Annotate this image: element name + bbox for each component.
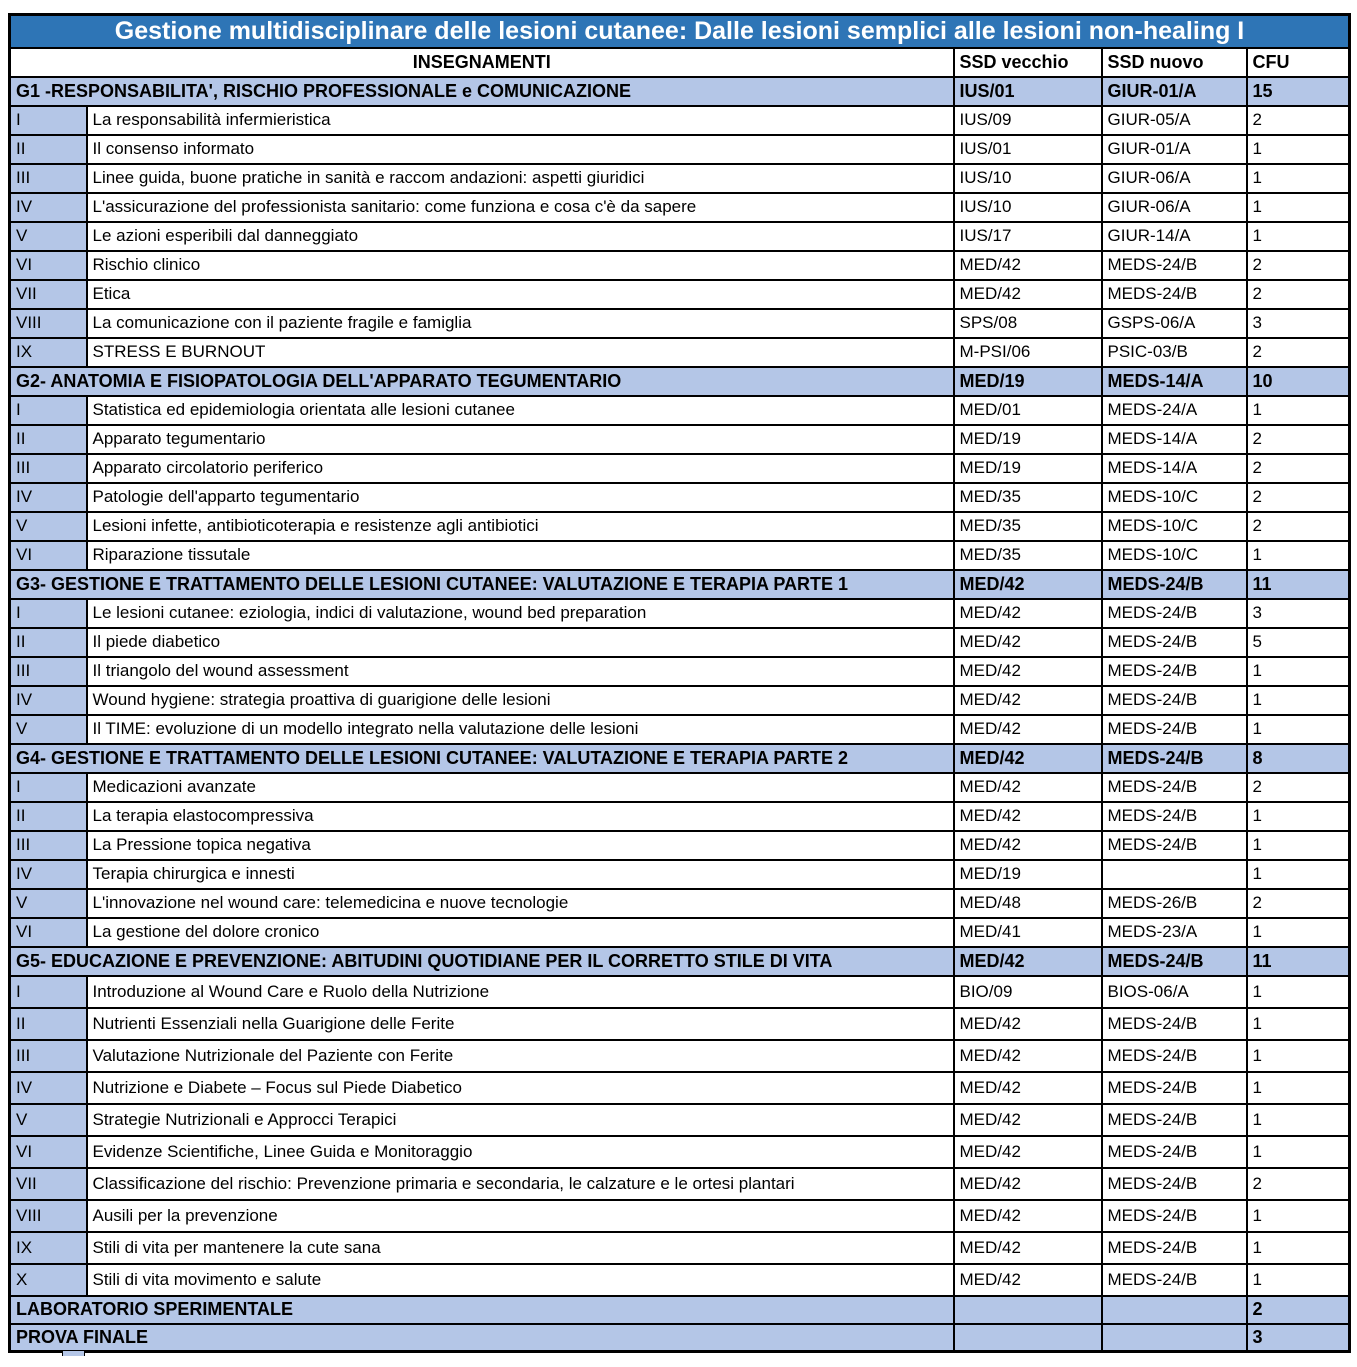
course-cfu-cell: 1: [1247, 1104, 1350, 1136]
section-ssd-vecchio-cell: IUS/01: [954, 77, 1102, 106]
course-name-cell: La responsabilità infermieristica: [87, 106, 954, 135]
course-number-cell: I: [10, 599, 87, 628]
course-row: [10, 338, 1350, 367]
course-ssd-nuovo-cell: PSIC-03/B: [1102, 338, 1247, 367]
course-number-cell: II: [10, 135, 87, 164]
course-cfu-cell: 1: [1247, 164, 1350, 193]
course-ssd-vecchio-cell: MED/42: [954, 1200, 1102, 1232]
course-ssd-nuovo-cell: GIUR-05/A: [1102, 106, 1247, 135]
summary-cfu-cell: 2: [1247, 1296, 1350, 1324]
course-table-grid: [8, 13, 1351, 1353]
summary-row: [10, 1324, 1350, 1352]
course-number-cell: II: [10, 425, 87, 454]
course-row: [10, 1168, 1350, 1200]
course-name-cell: La terapia elastocompressiva: [87, 802, 954, 831]
course-name-cell: Medicazioni avanzate: [87, 773, 954, 802]
course-name-cell: Stili di vita movimento e salute: [87, 1264, 954, 1296]
course-ssd-vecchio-cell: MED/42: [954, 628, 1102, 657]
title-row: [10, 15, 1350, 48]
course-row: [10, 164, 1350, 193]
course-cfu-cell: 2: [1247, 425, 1350, 454]
course-ssd-vecchio-cell: MED/42: [954, 1008, 1102, 1040]
course-name-cell: Le azioni esperibili dal danneggiato: [87, 222, 954, 251]
course-number-cell: VIII: [10, 1200, 87, 1232]
course-name-cell: Nutrienti Essenziali nella Guarigione delle Ferite: [87, 1008, 954, 1040]
section-cfu-cell: 15: [1247, 77, 1350, 106]
course-row: [10, 512, 1350, 541]
course-number-cell: VI: [10, 541, 87, 570]
summary-ssd-vecchio-cell: [954, 1296, 1102, 1324]
course-number-cell: V: [10, 715, 87, 744]
course-number-cell: V: [10, 512, 87, 541]
section-ssd-nuovo-cell: MEDS-24/B: [1102, 570, 1247, 599]
course-row: [10, 135, 1350, 164]
summary-ssd-nuovo-cell: [1102, 1324, 1247, 1352]
section-ssd-vecchio-cell: MED/19: [954, 367, 1102, 396]
section-header-row: [10, 744, 1350, 773]
course-row: [10, 309, 1350, 338]
course-cfu-cell: 2: [1247, 483, 1350, 512]
course-number-cell: IV: [10, 193, 87, 222]
course-cfu-cell: 1: [1247, 657, 1350, 686]
course-name-cell: Il TIME: evoluzione di un modello integrato nella valutazione delle lesioni: [87, 715, 954, 744]
course-row: [10, 831, 1350, 860]
course-row: [10, 918, 1350, 947]
course-cfu-cell: 2: [1247, 512, 1350, 541]
course-number-cell: VII: [10, 1168, 87, 1200]
course-row: [10, 1136, 1350, 1168]
course-ssd-nuovo-cell: MEDS-24/B: [1102, 628, 1247, 657]
course-ssd-vecchio-cell: MED/19: [954, 425, 1102, 454]
course-name-cell: Ausili per la prevenzione: [87, 1200, 954, 1232]
course-row: [10, 425, 1350, 454]
course-number-cell: VI: [10, 1136, 87, 1168]
course-row: [10, 628, 1350, 657]
course-ssd-vecchio-cell: IUS/10: [954, 164, 1102, 193]
course-ssd-nuovo-cell: MEDS-24/B: [1102, 280, 1247, 309]
col-header-ssd-vecchio: SSD vecchio: [954, 48, 1102, 77]
course-ssd-nuovo-cell: BIOS-06/A: [1102, 976, 1247, 1008]
course-ssd-nuovo-cell: MEDS-10/C: [1102, 512, 1247, 541]
course-row: [10, 976, 1350, 1008]
section-cfu-cell: 8: [1247, 744, 1350, 773]
section-title-cell: G3- GESTIONE E TRATTAMENTO DELLE LESIONI CUTANEE: VALUTAZIONE E TERAPIA PARTE 1: [10, 570, 954, 599]
course-number-cell: II: [10, 628, 87, 657]
course-cfu-cell: 1: [1247, 396, 1350, 425]
course-name-cell: Statistica ed epidemiologia orientata alle lesioni cutanee: [87, 396, 954, 425]
course-name-cell: Lesioni infette, antibioticoterapia e resistenze agli antibiotici: [87, 512, 954, 541]
course-table-body: [10, 15, 1350, 1352]
course-number-cell: I: [10, 396, 87, 425]
course-row: [10, 773, 1350, 802]
course-name-cell: Linee guida, buone pratiche in sanità e raccom andazioni: aspetti giuridici: [87, 164, 954, 193]
course-cfu-cell: 1: [1247, 686, 1350, 715]
course-number-cell: IV: [10, 483, 87, 512]
course-row: [10, 1200, 1350, 1232]
course-ssd-nuovo-cell: MEDS-24/B: [1102, 1264, 1247, 1296]
course-cfu-cell: 2: [1247, 1168, 1350, 1200]
course-name-cell: La gestione del dolore cronico: [87, 918, 954, 947]
course-name-cell: Apparato circolatorio periferico: [87, 454, 954, 483]
course-ssd-nuovo-cell: MEDS-24/B: [1102, 1104, 1247, 1136]
course-ssd-vecchio-cell: MED/19: [954, 454, 1102, 483]
course-ssd-vecchio-cell: MED/42: [954, 715, 1102, 744]
section-cfu-cell: 11: [1247, 570, 1350, 599]
course-row: [10, 1104, 1350, 1136]
section-ssd-nuovo-cell: MEDS-24/B: [1102, 744, 1247, 773]
course-ssd-vecchio-cell: MED/42: [954, 1136, 1102, 1168]
course-ssd-vecchio-cell: MED/42: [954, 1040, 1102, 1072]
course-ssd-vecchio-cell: MED/42: [954, 831, 1102, 860]
course-ssd-vecchio-cell: MED/01: [954, 396, 1102, 425]
course-ssd-nuovo-cell: MEDS-24/B: [1102, 1200, 1247, 1232]
course-name-cell: Riparazione tissutale: [87, 541, 954, 570]
course-ssd-vecchio-cell: MED/42: [954, 773, 1102, 802]
course-cfu-cell: 2: [1247, 889, 1350, 918]
course-name-cell: La comunicazione con il paziente fragile e famiglia: [87, 309, 954, 338]
col-header-cfu: CFU: [1247, 48, 1350, 77]
course-ssd-vecchio-cell: MED/42: [954, 657, 1102, 686]
course-ssd-nuovo-cell: GIUR-14/A: [1102, 222, 1247, 251]
course-number-cell: V: [10, 1104, 87, 1136]
section-title-cell: G2- ANATOMIA E FISIOPATOLOGIA DELL'APPARATO TEGUMENTARIO: [10, 367, 954, 396]
section-header-row: [10, 367, 1350, 396]
course-row: [10, 860, 1350, 889]
course-ssd-nuovo-cell: GIUR-06/A: [1102, 164, 1247, 193]
course-row: [10, 657, 1350, 686]
course-number-cell: I: [10, 773, 87, 802]
course-cfu-cell: 1: [1247, 1008, 1350, 1040]
course-number-cell: IX: [10, 338, 87, 367]
summary-cfu-cell: 3: [1247, 1324, 1350, 1352]
course-name-cell: Rischio clinico: [87, 251, 954, 280]
course-ssd-nuovo-cell: MEDS-24/B: [1102, 773, 1247, 802]
course-ssd-nuovo-cell: MEDS-24/B: [1102, 657, 1247, 686]
course-number-cell: IV: [10, 860, 87, 889]
course-cfu-cell: 1: [1247, 918, 1350, 947]
section-cfu-cell: 10: [1247, 367, 1350, 396]
course-name-cell: Strategie Nutrizionali e Approcci Terapici: [87, 1104, 954, 1136]
section-ssd-vecchio-cell: MED/42: [954, 570, 1102, 599]
course-number-cell: II: [10, 802, 87, 831]
course-row: [10, 802, 1350, 831]
course-name-cell: Classificazione del rischio: Prevenzione primaria e secondaria, le calzature e le ortesi plantari: [87, 1168, 954, 1200]
course-ssd-vecchio-cell: MED/48: [954, 889, 1102, 918]
course-name-cell: Nutrizione e Diabete – Focus sul Piede Diabetico: [87, 1072, 954, 1104]
course-ssd-vecchio-cell: MED/42: [954, 1168, 1102, 1200]
course-cfu-cell: 2: [1247, 106, 1350, 135]
col-header-insegnamenti: INSEGNAMENTI: [10, 48, 954, 77]
course-ssd-nuovo-cell: MEDS-24/B: [1102, 1168, 1247, 1200]
course-cfu-cell: 2: [1247, 773, 1350, 802]
course-row: [10, 599, 1350, 628]
course-number-cell: V: [10, 222, 87, 251]
section-ssd-vecchio-cell: MED/42: [954, 744, 1102, 773]
course-ssd-vecchio-cell: IUS/17: [954, 222, 1102, 251]
course-ssd-nuovo-cell: MEDS-24/B: [1102, 802, 1247, 831]
course-number-cell: VI: [10, 918, 87, 947]
course-row: [10, 454, 1350, 483]
course-cfu-cell: 3: [1247, 309, 1350, 338]
course-row: [10, 222, 1350, 251]
course-row: [10, 106, 1350, 135]
course-cfu-cell: 1: [1247, 1264, 1350, 1296]
course-ssd-vecchio-cell: MED/42: [954, 1264, 1102, 1296]
course-ssd-nuovo-cell: GIUR-01/A: [1102, 135, 1247, 164]
course-ssd-nuovo-cell: MEDS-24/B: [1102, 715, 1247, 744]
course-name-cell: Valutazione Nutrizionale del Paziente con Ferite: [87, 1040, 954, 1072]
col-header-ssd-nuovo: SSD nuovo: [1102, 48, 1247, 77]
course-ssd-vecchio-cell: IUS/01: [954, 135, 1102, 164]
course-ssd-vecchio-cell: MED/42: [954, 686, 1102, 715]
course-ssd-vecchio-cell: SPS/08: [954, 309, 1102, 338]
course-name-cell: Apparato tegumentario: [87, 425, 954, 454]
course-name-cell: L'innovazione nel wound care: telemedicina e nuove tecnologie: [87, 889, 954, 918]
course-row: [10, 193, 1350, 222]
course-ssd-nuovo-cell: MEDS-24/B: [1102, 1040, 1247, 1072]
course-table: [8, 13, 1351, 1353]
course-cfu-cell: 1: [1247, 802, 1350, 831]
course-name-cell: La Pressione topica negativa: [87, 831, 954, 860]
course-ssd-vecchio-cell: BIO/09: [954, 976, 1102, 1008]
course-ssd-nuovo-cell: GIUR-06/A: [1102, 193, 1247, 222]
course-ssd-vecchio-cell: MED/42: [954, 802, 1102, 831]
course-name-cell: Patologie dell'apparto tegumentario: [87, 483, 954, 512]
course-row: [10, 280, 1350, 309]
page-title: Gestione multidisciplinare delle lesioni cutanee: Dalle lesioni semplici alle lesioni non-healing I: [10, 15, 1350, 48]
course-name-cell: STRESS E BURNOUT: [87, 338, 954, 367]
course-ssd-nuovo-cell: MEDS-10/C: [1102, 541, 1247, 570]
course-cfu-cell: 1: [1247, 193, 1350, 222]
course-name-cell: Stili di vita per mantenere la cute sana: [87, 1232, 954, 1264]
section-ssd-vecchio-cell: MED/42: [954, 947, 1102, 976]
course-cfu-cell: 1: [1247, 135, 1350, 164]
section-header-row: [10, 77, 1350, 106]
section-header-row: [10, 947, 1350, 976]
course-ssd-nuovo-cell: MEDS-14/A: [1102, 425, 1247, 454]
section-ssd-nuovo-cell: GIUR-01/A: [1102, 77, 1247, 106]
course-cfu-cell: 2: [1247, 338, 1350, 367]
section-title-cell: G5- EDUCAZIONE E PREVENZIONE: ABITUDINI QUOTIDIANE PER IL CORRETTO STILE DI VITA: [10, 947, 954, 976]
course-cfu-cell: 2: [1247, 454, 1350, 483]
course-number-cell: IX: [10, 1232, 87, 1264]
course-number-cell: II: [10, 1008, 87, 1040]
course-number-cell: IV: [10, 1072, 87, 1104]
course-ssd-nuovo-cell: MEDS-24/B: [1102, 599, 1247, 628]
course-ssd-vecchio-cell: IUS/10: [954, 193, 1102, 222]
course-number-cell: I: [10, 106, 87, 135]
course-number-cell: X: [10, 1264, 87, 1296]
course-cfu-cell: 1: [1247, 860, 1350, 889]
course-ssd-nuovo-cell: MEDS-24/B: [1102, 831, 1247, 860]
course-ssd-vecchio-cell: MED/42: [954, 1104, 1102, 1136]
course-number-cell: IV: [10, 686, 87, 715]
course-row: [10, 251, 1350, 280]
course-ssd-nuovo-cell: MEDS-24/B: [1102, 251, 1247, 280]
course-ssd-nuovo-cell: MEDS-10/C: [1102, 483, 1247, 512]
course-ssd-nuovo-cell: MEDS-14/A: [1102, 454, 1247, 483]
course-cfu-cell: 1: [1247, 1136, 1350, 1168]
course-ssd-nuovo-cell: [1102, 860, 1247, 889]
course-name-cell: Introduzione al Wound Care e Ruolo della Nutrizione: [87, 976, 954, 1008]
summary-ssd-vecchio-cell: [954, 1324, 1102, 1352]
course-ssd-vecchio-cell: MED/42: [954, 1072, 1102, 1104]
section-cfu-cell: 11: [1247, 947, 1350, 976]
course-ssd-vecchio-cell: IUS/09: [954, 106, 1102, 135]
course-number-cell: III: [10, 831, 87, 860]
course-number-cell: III: [10, 164, 87, 193]
course-row: [10, 715, 1350, 744]
course-ssd-nuovo-cell: MEDS-24/B: [1102, 1072, 1247, 1104]
course-name-cell: L'assicurazione del professionista sanitario: come funziona e cosa c'è da sapere: [87, 193, 954, 222]
course-cfu-cell: 1: [1247, 715, 1350, 744]
course-number-cell: V: [10, 889, 87, 918]
course-ssd-nuovo-cell: MEDS-24/A: [1102, 396, 1247, 425]
summary-title-cell: LABORATORIO SPERIMENTALE: [10, 1296, 954, 1324]
course-ssd-nuovo-cell: GSPS-06/A: [1102, 309, 1247, 338]
course-ssd-vecchio-cell: MED/42: [954, 251, 1102, 280]
course-row: [10, 1072, 1350, 1104]
course-ssd-vecchio-cell: MED/42: [954, 280, 1102, 309]
course-ssd-nuovo-cell: MEDS-24/B: [1102, 1008, 1247, 1040]
summary-title-cell: PROVA FINALE: [10, 1324, 954, 1352]
course-cfu-cell: 1: [1247, 541, 1350, 570]
course-row: [10, 686, 1350, 715]
course-row: [10, 1264, 1350, 1296]
course-ssd-vecchio-cell: MED/41: [954, 918, 1102, 947]
course-row: [10, 541, 1350, 570]
course-ssd-vecchio-cell: MED/35: [954, 541, 1102, 570]
course-cfu-cell: 1: [1247, 976, 1350, 1008]
course-ssd-vecchio-cell: MED/42: [954, 1232, 1102, 1264]
course-number-cell: III: [10, 454, 87, 483]
section-title-cell: G4- GESTIONE E TRATTAMENTO DELLE LESIONI CUTANEE: VALUTAZIONE E TERAPIA PARTE 2: [10, 744, 954, 773]
course-number-cell: VI: [10, 251, 87, 280]
course-number-cell: VIII: [10, 309, 87, 338]
course-ssd-nuovo-cell: MEDS-26/B: [1102, 889, 1247, 918]
course-row: [10, 483, 1350, 512]
course-ssd-nuovo-cell: MEDS-24/B: [1102, 1232, 1247, 1264]
course-cfu-cell: 1: [1247, 1232, 1350, 1264]
course-number-cell: VII: [10, 280, 87, 309]
summary-row: [10, 1296, 1350, 1324]
course-cfu-cell: 1: [1247, 1040, 1350, 1072]
course-cfu-cell: 1: [1247, 222, 1350, 251]
course-row: [10, 1232, 1350, 1264]
cropped-next-row-fragment: [62, 1351, 85, 1356]
course-ssd-vecchio-cell: MED/42: [954, 599, 1102, 628]
course-name-cell: Il piede diabetico: [87, 628, 954, 657]
course-cfu-cell: 3: [1247, 599, 1350, 628]
course-ssd-nuovo-cell: MEDS-24/B: [1102, 1136, 1247, 1168]
course-name-cell: Il triangolo del wound assessment: [87, 657, 954, 686]
course-name-cell: Terapia chirurgica e innesti: [87, 860, 954, 889]
course-cfu-cell: 2: [1247, 280, 1350, 309]
course-ssd-vecchio-cell: M-PSI/06: [954, 338, 1102, 367]
course-cfu-cell: 2: [1247, 251, 1350, 280]
course-name-cell: Etica: [87, 280, 954, 309]
course-cfu-cell: 1: [1247, 831, 1350, 860]
course-name-cell: Le lesioni cutanee: eziologia, indici di valutazione, wound bed preparation: [87, 599, 954, 628]
section-header-row: [10, 570, 1350, 599]
course-cfu-cell: 5: [1247, 628, 1350, 657]
course-ssd-vecchio-cell: MED/19: [954, 860, 1102, 889]
course-number-cell: I: [10, 976, 87, 1008]
course-number-cell: III: [10, 1040, 87, 1072]
course-row: [10, 396, 1350, 425]
course-cfu-cell: 1: [1247, 1200, 1350, 1232]
course-row: [10, 1008, 1350, 1040]
course-ssd-vecchio-cell: MED/35: [954, 512, 1102, 541]
course-number-cell: III: [10, 657, 87, 686]
course-ssd-nuovo-cell: MEDS-23/A: [1102, 918, 1247, 947]
course-ssd-nuovo-cell: MEDS-24/B: [1102, 686, 1247, 715]
course-row: [10, 1040, 1350, 1072]
summary-ssd-nuovo-cell: [1102, 1296, 1247, 1324]
course-ssd-vecchio-cell: MED/35: [954, 483, 1102, 512]
course-name-cell: Wound hygiene: strategia proattiva di guarigione delle lesioni: [87, 686, 954, 715]
course-name-cell: Il consenso informato: [87, 135, 954, 164]
course-row: [10, 889, 1350, 918]
column-header-row: [10, 48, 1350, 77]
section-ssd-nuovo-cell: MEDS-14/A: [1102, 367, 1247, 396]
course-name-cell: Evidenze Scientifiche, Linee Guida e Monitoraggio: [87, 1136, 954, 1168]
section-title-cell: G1 -RESPONSABILITA', RISCHIO PROFESSIONALE e COMUNICAZIONE: [10, 77, 954, 106]
course-cfu-cell: 1: [1247, 1072, 1350, 1104]
section-ssd-nuovo-cell: MEDS-24/B: [1102, 947, 1247, 976]
